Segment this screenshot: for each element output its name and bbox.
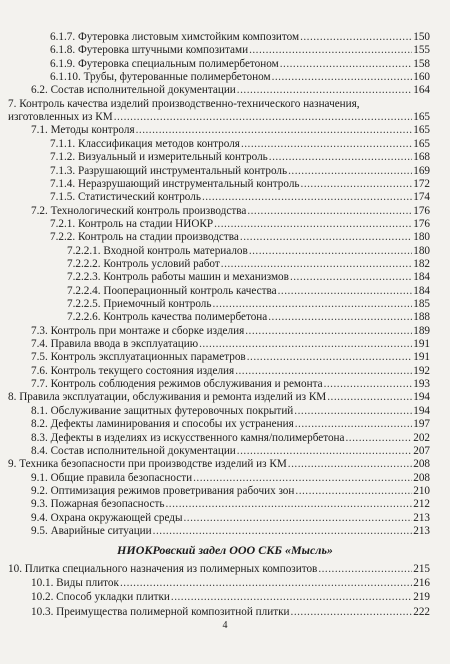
toc-entry — [50, 57, 430, 71]
leader-dots — [136, 123, 413, 137]
toc-entry-label: 9.4. Охрана окружающей среды — [31, 511, 183, 524]
toc-entry — [67, 270, 430, 284]
toc-entry-page: 158 — [413, 57, 430, 70]
toc-entry-page: 222 — [413, 605, 430, 618]
section-heading: НИОКРовский задел ООО СКБ «Мысль» — [117, 543, 333, 557]
leader-dots — [241, 137, 412, 151]
toc-entry — [8, 110, 430, 124]
toc-entry-label: 9.1. Общие правила безопасности — [31, 471, 193, 484]
toc-entry-page: 169 — [413, 164, 430, 177]
toc-entry-label: 9.3. Пожарная безопасность — [31, 498, 165, 511]
leader-dots — [221, 257, 412, 271]
toc-entry-label: 6.1.9. Футеровка специальным полимербетоном — [50, 57, 279, 70]
leader-dots — [245, 324, 412, 338]
toc-entry-page: 150 — [413, 31, 430, 43]
toc-entry-label: 8.1. Обслуживание защитных футеровочных покрытий — [31, 404, 294, 417]
toc-entry-label: 6.2. Состав исполнительной документации — [31, 84, 236, 97]
leader-dots — [235, 364, 412, 378]
toc-entry-page: 172 — [413, 177, 430, 190]
toc-entry — [31, 471, 430, 485]
leader-dots — [346, 431, 413, 445]
toc-entry-page: 184 — [413, 284, 430, 297]
toc-entry-label: 7.4. Правила ввода в эксплуатацию — [31, 338, 199, 351]
toc-entry-label: 6.1.8. Футеровка штучными композитами — [50, 44, 249, 57]
toc-entry-page: 194 — [413, 404, 430, 417]
toc-entry-page: 194 — [413, 391, 430, 404]
toc-entry-page: 216 — [413, 577, 430, 590]
toc-entry-page: 184 — [413, 271, 430, 284]
toc-entry — [31, 511, 430, 525]
leader-dots — [249, 43, 412, 57]
toc-entry-label: 7.2.2.1. Входной контроль материалов — [67, 244, 248, 257]
leader-dots — [247, 204, 412, 218]
toc-entry-label: 7.6. Контроль текущего состояния изделия — [31, 364, 235, 377]
toc-entry-label: 10.3. Преимущества полимерной композитной плитки — [31, 605, 290, 618]
leader-dots — [214, 217, 412, 231]
leader-dots — [166, 497, 413, 511]
toc-entry-label: 8.4. Состав исполнительной документации — [31, 444, 236, 457]
toc-entry-page: 182 — [413, 257, 430, 270]
leader-dots — [318, 562, 412, 576]
toc-entry — [50, 30, 430, 44]
leader-dots — [183, 511, 412, 525]
toc-entry-page: 213 — [413, 511, 430, 524]
toc-entry — [31, 350, 430, 364]
leader-dots — [268, 310, 412, 324]
toc-entry-label: 7.1.5. Статистический контроль — [50, 191, 201, 204]
leader-dots — [153, 524, 413, 538]
leader-dots — [120, 576, 412, 590]
toc-entry-page: 193 — [413, 378, 430, 391]
leader-dots — [114, 110, 413, 124]
toc-entry-page: 189 — [413, 324, 430, 337]
toc-entry-label: 9.5. Аварийные ситуации — [31, 524, 152, 537]
toc-entry — [50, 164, 430, 178]
toc-entry-label: 7.1.4. Неразрушающий инструментальный контроль — [50, 177, 300, 190]
toc-entry — [31, 204, 430, 218]
toc-entry — [50, 70, 430, 84]
toc-entry — [8, 457, 430, 471]
toc-entry-label: 7. Контроль качества изделий производственно-технического назначения, — [8, 97, 360, 110]
toc-entry — [67, 257, 430, 271]
toc-entry — [67, 284, 430, 298]
toc-entry-page: 202 — [413, 431, 430, 444]
toc-entry-page: 207 — [413, 444, 430, 457]
leader-dots — [212, 297, 412, 311]
leader-dots — [295, 417, 413, 431]
leader-dots — [278, 284, 413, 298]
toc-entry-page: 180 — [413, 244, 430, 257]
toc-entry — [50, 150, 430, 164]
toc-entry-label: 7.2.2.3. Контроль работы машин и механизмов — [67, 271, 289, 284]
toc-entry — [31, 377, 430, 391]
toc-entry — [67, 310, 430, 324]
toc-entry-label: 7.2.2.4. Пооперационный контроль качества — [67, 284, 277, 297]
toc-entry-page: 210 — [413, 484, 430, 497]
toc-entry-label: 6.1.10. Трубы, футерованные полимербетоном — [50, 71, 271, 84]
toc-entry — [8, 562, 430, 576]
toc-entry — [31, 605, 430, 619]
toc-entry-page: 164 — [413, 84, 430, 97]
toc-entry-page: 219 — [413, 591, 430, 604]
leader-dots — [301, 177, 413, 191]
leader-dots — [324, 377, 413, 391]
toc-entry-label: 8. Правила эксплуатации, обслуживания и ремонта изделий из КМ — [8, 391, 327, 404]
toc-entry — [50, 43, 430, 57]
toc-entry — [31, 337, 430, 351]
toc-entry-page: 192 — [413, 364, 430, 377]
toc-entry-label: 7.1.3. Разрушающий инструментальный контроль — [50, 164, 288, 177]
leader-dots — [237, 83, 412, 97]
toc-entry-page: 165 — [413, 137, 430, 150]
toc-entry-label: изготовленных из КМ — [8, 111, 113, 124]
toc-entry-page: 165 — [413, 111, 430, 124]
toc-entry-label: 7.5. Контроль эксплуатационных параметров — [31, 351, 246, 364]
leader-dots — [272, 70, 413, 84]
toc-entry — [31, 404, 430, 418]
toc-entry-page: 174 — [413, 191, 430, 204]
toc-entry — [31, 431, 430, 445]
toc-entry-label: 10.1. Виды плиток — [31, 577, 119, 590]
leader-dots — [294, 404, 412, 418]
toc-entry-label: 7.2.2.5. Приемочный контроль — [67, 298, 212, 310]
toc-entry — [31, 123, 430, 137]
leader-dots — [193, 471, 412, 485]
toc-entry-page: 197 — [413, 418, 430, 431]
leader-dots — [199, 337, 412, 351]
toc-entry — [31, 83, 430, 97]
toc-entry-label: 9. Техника безопасности при производстве изделий из КМ — [8, 458, 287, 471]
toc-entry-label: 7.2.1. Контроль на стадии НИОКР — [50, 217, 214, 230]
toc-entry-page: 191 — [413, 351, 430, 364]
toc-entry-page: 165 — [413, 124, 430, 137]
toc-entry — [31, 576, 430, 590]
toc-entry-label: 9.2. Оптимизация режимов проветривания рабочих зон — [31, 484, 295, 497]
leader-dots — [269, 150, 412, 164]
toc-entry — [67, 297, 430, 311]
toc-entry-page: 208 — [413, 471, 430, 484]
toc-entry-label: 7.2. Технологический контроль производства — [31, 204, 247, 217]
toc-entry-label: 10. Плитка специального назначения из полимерных композитов — [8, 563, 318, 575]
toc-entry-page: 208 — [413, 458, 430, 471]
toc-entry — [31, 590, 430, 604]
toc-entry-label: 7.1.1. Классификация методов контроля — [50, 137, 240, 150]
leader-dots — [171, 590, 412, 604]
toc-entry — [31, 364, 430, 378]
toc-entry-label: 7.2.2.2. Контроль условий работ — [67, 257, 220, 270]
leader-dots — [247, 350, 412, 364]
toc-entry-page: 176 — [413, 217, 430, 230]
toc-entry — [8, 97, 430, 111]
page-number: 4 — [222, 620, 228, 631]
toc-entry-label: 8.3. Дефекты в изделиях из искусственного камня/полимербетона — [31, 431, 345, 444]
toc-entry — [31, 524, 430, 538]
toc-entry — [50, 217, 430, 231]
leader-dots — [288, 164, 412, 178]
toc-entry — [31, 417, 430, 431]
toc-entry — [31, 497, 430, 511]
toc-entry-label: 7.1.2. Визуальный и измерительный контроль — [50, 151, 268, 164]
toc-entry — [31, 324, 430, 338]
toc-entry-page: 160 — [413, 71, 430, 84]
leader-dots — [249, 244, 412, 258]
toc-entry — [50, 190, 430, 204]
leader-dots — [291, 605, 413, 619]
toc-entry — [50, 177, 430, 191]
toc-entry-label: 6.1.7. Футеровка листовым химстойким композитом — [50, 31, 300, 43]
toc-entry-page: 215 — [413, 563, 430, 575]
toc-entry-page: 213 — [413, 524, 430, 537]
leader-dots — [327, 390, 412, 404]
toc-entry — [31, 444, 430, 458]
toc-entry-page: 176 — [413, 204, 430, 217]
toc-entry — [67, 244, 430, 258]
toc-entry — [31, 484, 430, 498]
toc-entry-label: 7.7. Контроль соблюдения режимов обслуживания и ремонта — [31, 378, 323, 391]
leader-dots — [240, 230, 412, 244]
toc-entry-label: 7.3. Контроль при монтаже и сборке изделия — [31, 324, 245, 337]
toc-entry-page: 185 — [413, 298, 430, 310]
toc-entry-label: 8.2. Дефекты ламинирования и способы их устранения — [31, 418, 294, 431]
leader-dots — [280, 57, 413, 71]
toc-entry-label: 7.1. Методы контроля — [31, 124, 135, 137]
leader-dots — [295, 484, 412, 498]
leader-dots — [290, 270, 412, 284]
leader-dots — [202, 190, 412, 204]
leader-dots — [237, 444, 412, 458]
toc-entry-label: 7.2.2.6. Контроль качества полимербетона — [67, 311, 268, 324]
toc-entry-page: 212 — [413, 498, 430, 511]
toc-entry-page: 191 — [413, 338, 430, 351]
toc-entry-page: 168 — [413, 151, 430, 164]
toc-entry — [50, 137, 430, 151]
toc-entry — [50, 230, 430, 244]
toc-entry — [8, 390, 430, 404]
toc-entry-label: 10.2. Способ укладки плитки — [31, 591, 170, 604]
leader-dots — [288, 457, 412, 471]
toc-entry-page: 180 — [413, 231, 430, 244]
leader-dots — [300, 30, 412, 44]
toc-entry-page: 188 — [413, 311, 430, 324]
toc-entry-label: 7.2.2. Контроль на стадии производства — [50, 231, 239, 244]
toc-entry-page: 155 — [413, 44, 430, 57]
